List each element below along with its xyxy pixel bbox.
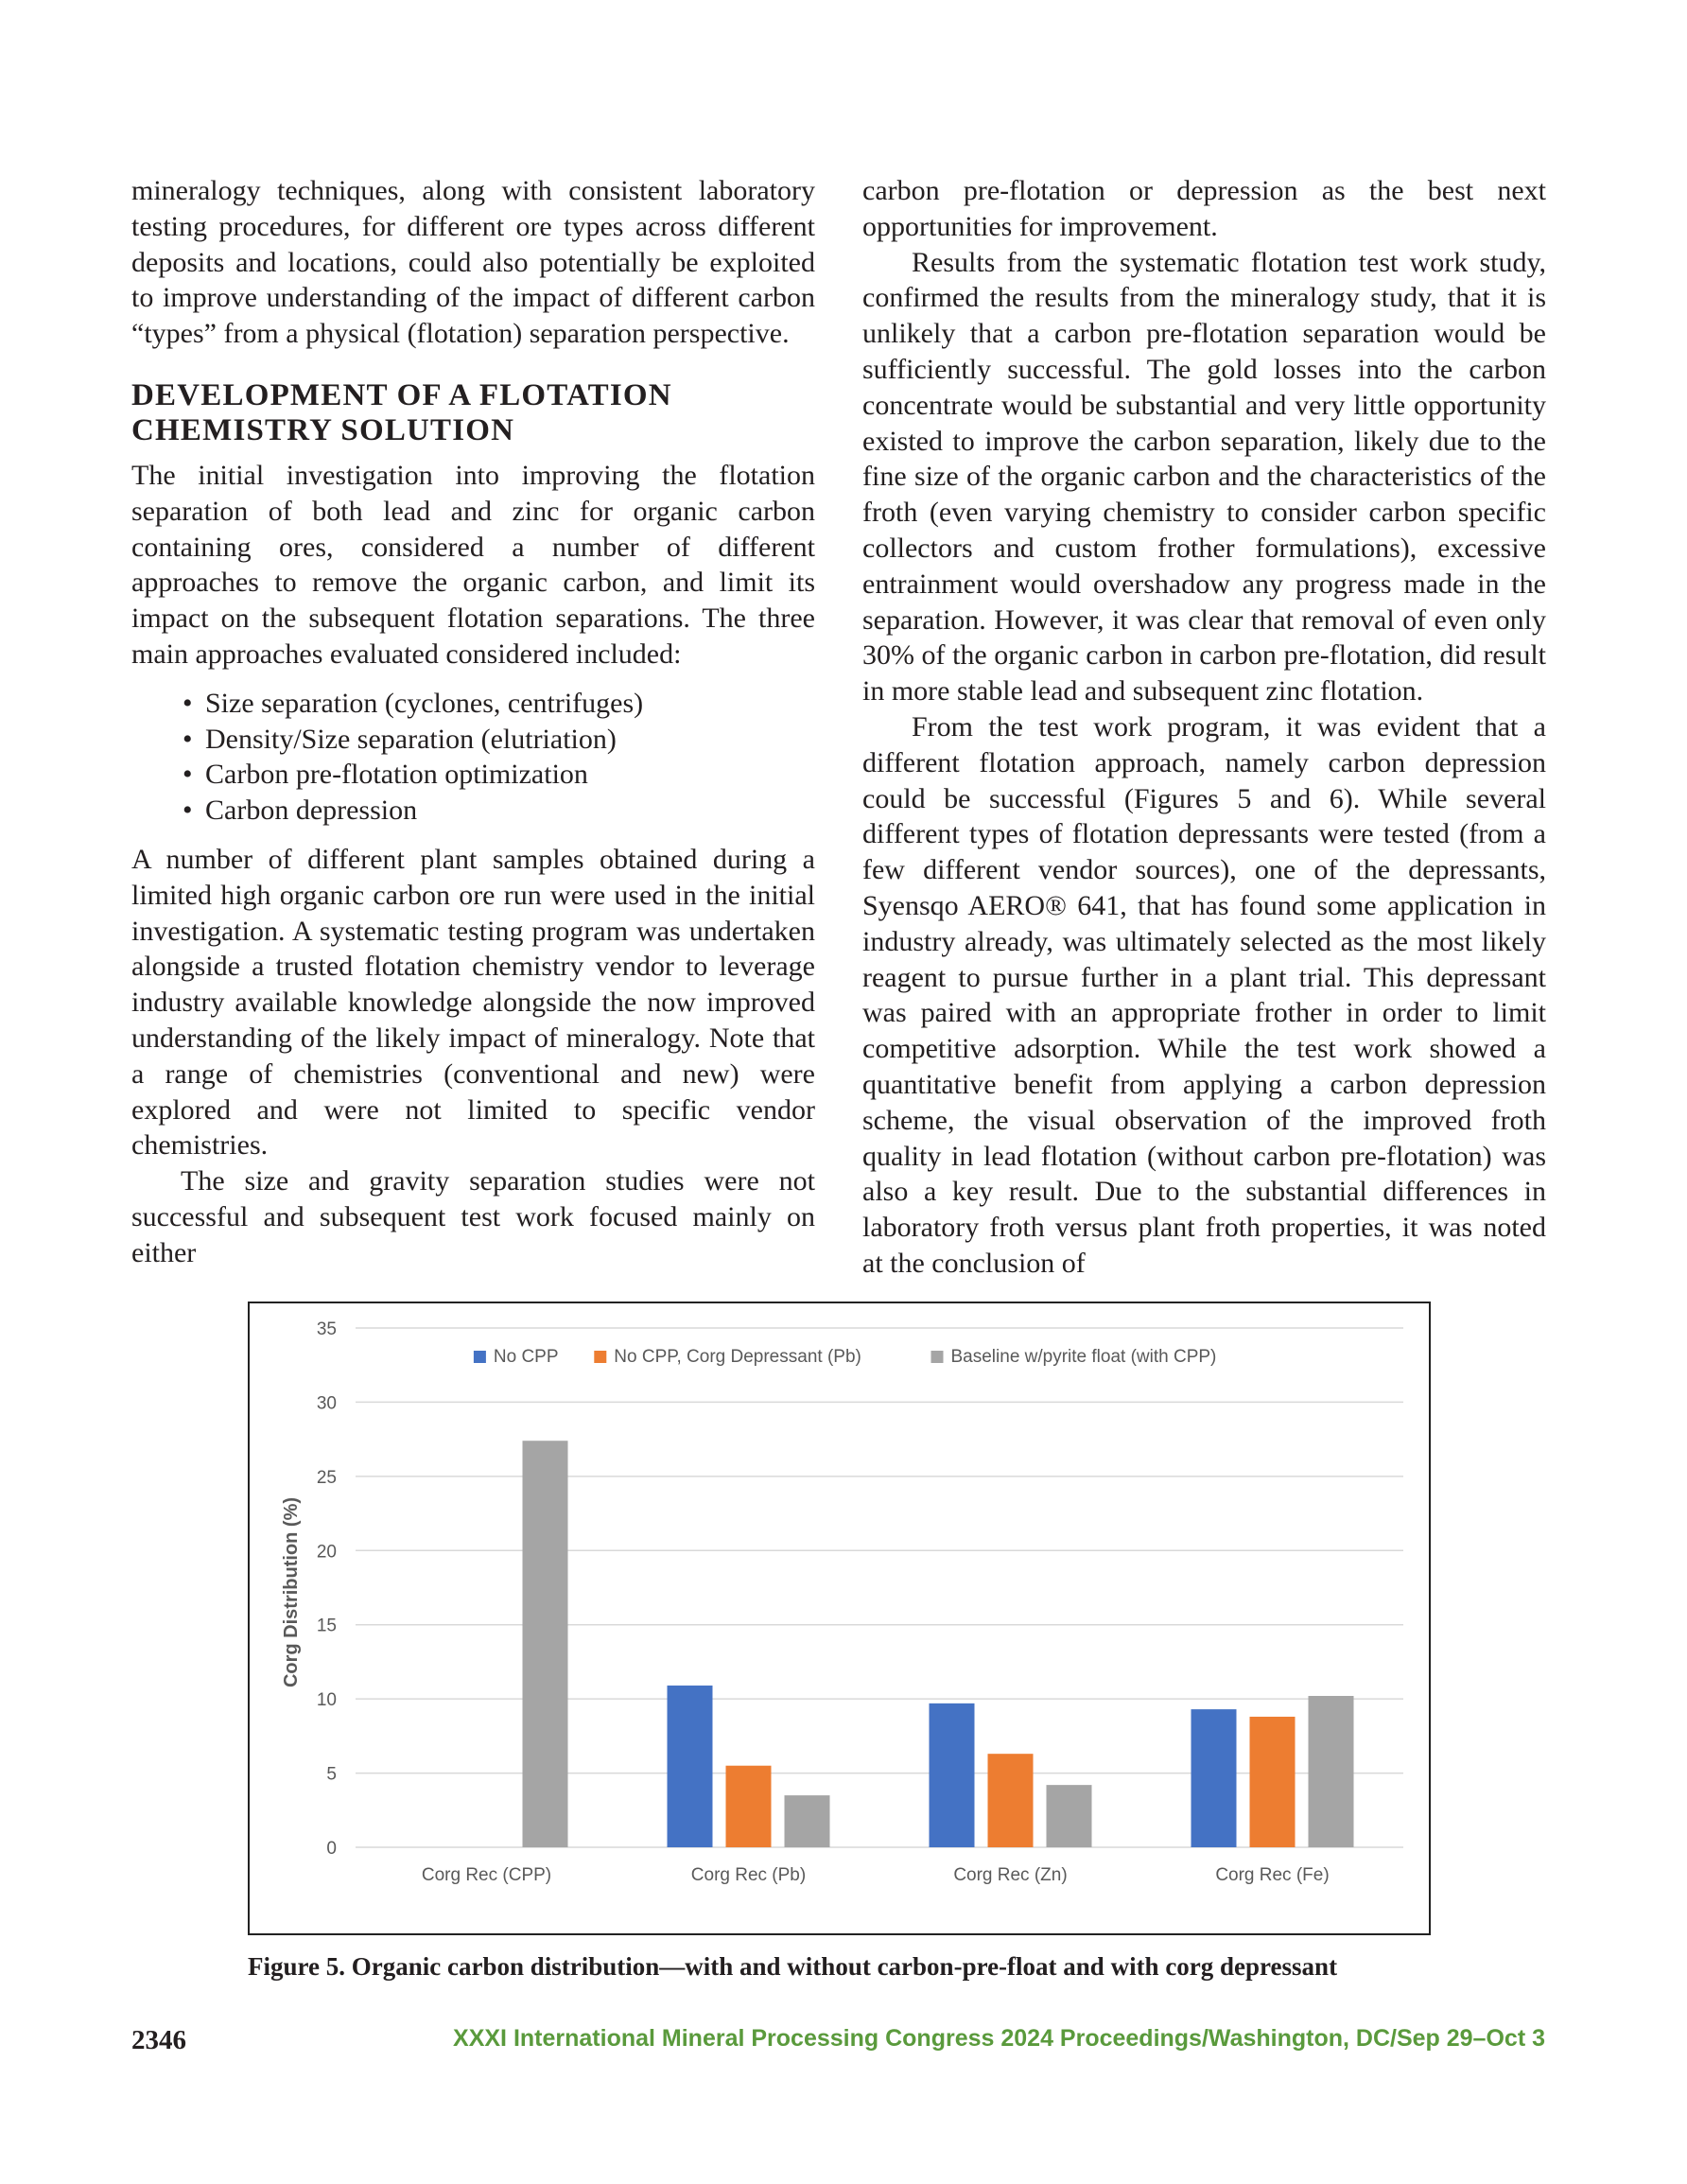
bar (1309, 1696, 1354, 1847)
list-item: • Carbon pre-flotation optimization (205, 757, 815, 793)
legend-swatch (594, 1351, 606, 1363)
section-heading: DEVELOPMENT OF A FLOTATION CHEMISTRY SOLUTION (131, 377, 672, 447)
bar (1191, 1709, 1237, 1847)
bar (930, 1704, 975, 1847)
y-tick-label: 0 (326, 1839, 337, 1859)
bar (988, 1754, 1034, 1847)
y-tick-label: 5 (326, 1764, 337, 1785)
y-axis-label: Corg Distribution (%) (281, 1496, 302, 1688)
y-tick-label: 10 (316, 1690, 337, 1711)
paragraph-intro: mineralogy techniques, along with consistent laboratory testing procedures, for different ore types across different deposits and locations, could also potentially be exploited to improve understanding of the impact of different carbon “types” from a physical (flotation) separation perspective. (131, 175, 815, 350)
right-column (862, 173, 1546, 1282)
x-tick-label: Corg Rec (Pb) (690, 1865, 807, 1885)
bar (1250, 1717, 1296, 1847)
y-tick-label: 30 (316, 1393, 337, 1414)
y-tick-label: 20 (316, 1542, 337, 1563)
list-item: • Density/Size separation (elutriation) (205, 722, 815, 758)
list-item: • Size separation (cyclones, centrifuges) (205, 686, 815, 722)
page-number: 2346 (131, 2025, 186, 2055)
legend-swatch (931, 1351, 944, 1363)
bar-chart (250, 1303, 1429, 1933)
figure-caption: Figure 5. Organic carbon distribution—with and without carbon-pre-float and with corg depressant (248, 1952, 1338, 1981)
legend-swatch (474, 1351, 486, 1363)
bar (1047, 1785, 1092, 1847)
paragraph-depression: From the test work program, it was evident that a different flotation approach, namely carbon depression could be successful (Figures 5 and 6). While several different types of flotation depressants were tested (from a few different vendor sources), one of the depressants, Syensqo AERO® 641, that has found some application in industry already, was ultimately selected as the most likely reagent to pursue further in a plant trial. This depressant was paired with an appropriate frother in order to limit competitive adsorption. While the test work showed a quantitative benefit from applying a carbon depression scheme, the visual observation of the improved froth quality in lead flotation (without carbon pre-flotation) was also a key result. Due to the substantial differences in laboratory froth versus plant froth properties, it was noted at the conclusion of (862, 710, 1546, 1279)
bar (668, 1686, 713, 1847)
running-footer: XXXI International Mineral Processing Congress 2024 Proceedings/Washington, DC/Sep 29–Oct 3 (453, 2025, 1545, 2052)
paragraph-samples: A number of different plant samples obtained during a limited high organic carbon ore run were used in the initial investigation. A systematic testing program was undertaken alongside a trusted flotation chemistry vendor to leverage industry available knowledge alongside the now improved understanding of the likely impact of mineralogy. Note that a range of chemistries (conventional and new) were explored and were not limited to specific vendor chemistries. (131, 843, 815, 1162)
paragraph-results: Results from the systematic flotation test work study, confirmed the results from the mineralogy study, that it is unlikely that a carbon pre-flotation separation would be sufficiently successful. The gold losses into the carbon concentrate would be substantial and very little opportunity existed to improve the carbon separation, likely due to the fine size of the organic carbon and the characteristics of the froth (even varying chemistry to consider carbon specific collectors and custom frother formulations), excessive entrainment would overshadow any progress made in the separation. However, it was clear that removal of even only 30% of the organic carbon in carbon pre-flotation, did result in more stable lead and subsequent zinc flotation. (862, 246, 1546, 708)
y-tick-label: 25 (316, 1467, 337, 1488)
approaches-list (131, 686, 815, 829)
bar (523, 1441, 568, 1847)
legend-label: No CPP (493, 1347, 559, 1367)
bar (785, 1795, 830, 1847)
paragraph-approaches: The initial investigation into improving the flotation separation of both lead and zinc for organic carbon containing ores, considered a number of different approaches to remove the organic carbon, and limit its impact on the subsequent flotation separations. The three main approaches evaluated considered included: (131, 459, 815, 670)
x-tick-label: Corg Rec (Fe) (1215, 1865, 1330, 1885)
x-tick-label: Corg Rec (Zn) (953, 1865, 1068, 1885)
list-item: • Carbon depression (205, 793, 815, 829)
figure-5-chart (248, 1302, 1431, 1935)
paragraph-continuation: carbon pre-flotation or depression as the best next opportunities for improvement. (862, 175, 1546, 242)
bar (726, 1766, 772, 1847)
legend-label: Baseline w/pyrite float (with CPP) (950, 1347, 1217, 1367)
x-tick-label: Corg Rec (CPP) (421, 1865, 552, 1885)
legend-label: No CPP, Corg Depressant (Pb) (614, 1347, 861, 1367)
left-column (131, 173, 815, 1271)
y-tick-label: 15 (316, 1616, 337, 1636)
paragraph-size-gravity: The size and gravity separation studies were not successful and subsequent test work focused mainly on either (131, 1165, 815, 1268)
y-tick-label: 35 (316, 1319, 337, 1339)
